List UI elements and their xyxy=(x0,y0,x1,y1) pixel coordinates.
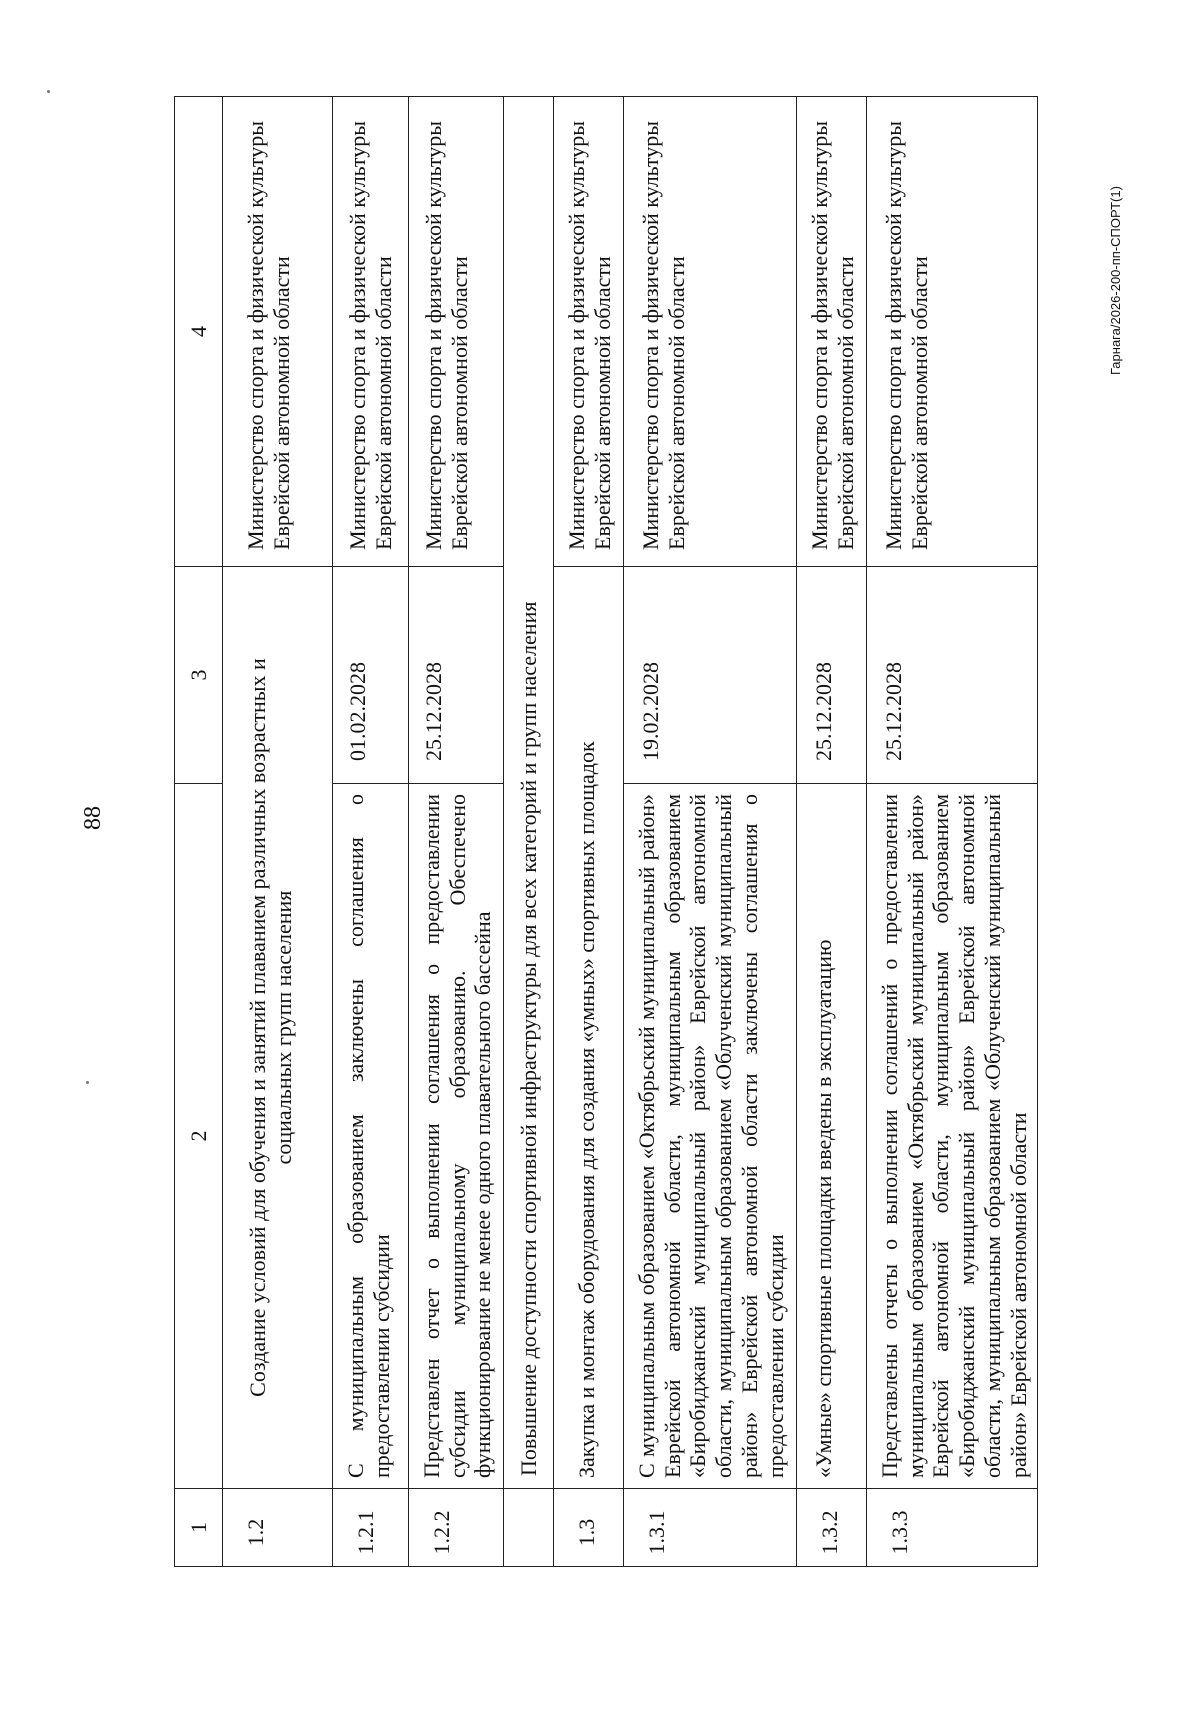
row-event: Закупка и монтаж оборудования для создания «умных» спортивных площадок xyxy=(554,567,624,1489)
table-row xyxy=(624,97,797,1567)
table-row xyxy=(554,97,624,1567)
row-number: 1.3.1 xyxy=(624,1489,797,1567)
row-responsible: Министерство спорта и физической культуры Еврейской автономной области xyxy=(867,97,1038,567)
table-row xyxy=(333,97,409,1567)
page-number: 88 xyxy=(80,806,106,830)
section-row xyxy=(504,97,554,1567)
table-row xyxy=(409,97,504,1567)
rotated-table-wrapper xyxy=(174,97,1036,1567)
row-responsible: Министерство спорта и физической культуры Еврейской автономной области xyxy=(554,97,624,567)
row-date: 25.12.2028 xyxy=(409,567,504,784)
col-header-1: 1 xyxy=(175,1489,223,1567)
events-table xyxy=(174,96,1038,1567)
row-responsible: Министерство спорта и физической культуры Еврейской автономной области xyxy=(333,97,409,567)
row-date: 25.12.2028 xyxy=(867,567,1038,784)
row-event: Представлены отчеты о выполнении соглашений о предоставлении муниципальным образованием «Октябрьский муниципальный район» Еврейской автономной области, муниципальным образованием «Биробиджанский муниципальный район» Еврейской автономной области, муниципальным образованием «Облученский муниципальный район» Еврейской автономной области xyxy=(867,784,1038,1489)
row-number: 1.2.1 xyxy=(333,1489,409,1567)
row-number: 1.2 xyxy=(223,1489,333,1567)
row-event: Представлен отчет о выполнении соглашения о предоставлении субсидии муниципальному образованию. Обеспечено функционирование не менее одного плавательного бассейна xyxy=(409,784,504,1489)
row-number: 1.2.2 xyxy=(409,1489,504,1567)
row-number: 1.3.2 xyxy=(797,1489,867,1567)
table-row xyxy=(223,97,333,1567)
row-responsible: Министерство спорта и физической культуры Еврейской автономной области xyxy=(797,97,867,567)
scan-speck xyxy=(86,1081,89,1084)
section-title: Повышение доступности спортивной инфраструктуры для всех категорий и групп населения xyxy=(504,97,554,1489)
col-header-3: 3 xyxy=(175,567,223,784)
row-event: С муниципальным образованием заключены соглашения о предоставлении субсидии xyxy=(333,784,409,1489)
table-header-row xyxy=(175,97,223,1567)
row-responsible: Министерство спорта и физической культуры Еврейской автономной области xyxy=(223,97,333,567)
table-row xyxy=(867,97,1038,1567)
table-row xyxy=(797,97,867,1567)
row-date: 01.02.2028 xyxy=(333,567,409,784)
row-number: 1.3 xyxy=(554,1489,624,1567)
scan-speck xyxy=(47,90,50,93)
col-header-2: 2 xyxy=(175,784,223,1489)
row-event: Создание условий для обучения и занятий плаванием различных возрастных и социальных групп населения xyxy=(223,567,333,1489)
row-responsible: Министерство спорта и физической культуры Еврейской автономной области xyxy=(409,97,504,567)
row-date: 19.02.2028 xyxy=(624,567,797,784)
row-date: 25.12.2028 xyxy=(797,567,867,784)
document-footer: Гарнага/2026-200-пп-СПОРТ(1) xyxy=(1108,186,1123,375)
row-event: С муниципальным образованием «Октябрьский муниципальный район» Еврейской автономной области, муниципальным образованием «Биробиджанский муниципальный район» Еврейской автономной области, муниципальным образованием «Облученский муниципальный район» Еврейской автономной области заключены соглашения о предоставлении субсидии xyxy=(624,784,797,1489)
row-number: 1.3.3 xyxy=(867,1489,1038,1567)
col-header-4: 4 xyxy=(175,97,223,567)
row-event: «Умные» спортивные площадки введены в эксплуатацию xyxy=(797,784,867,1489)
row-responsible: Министерство спорта и физической культуры Еврейской автономной области xyxy=(624,97,797,567)
